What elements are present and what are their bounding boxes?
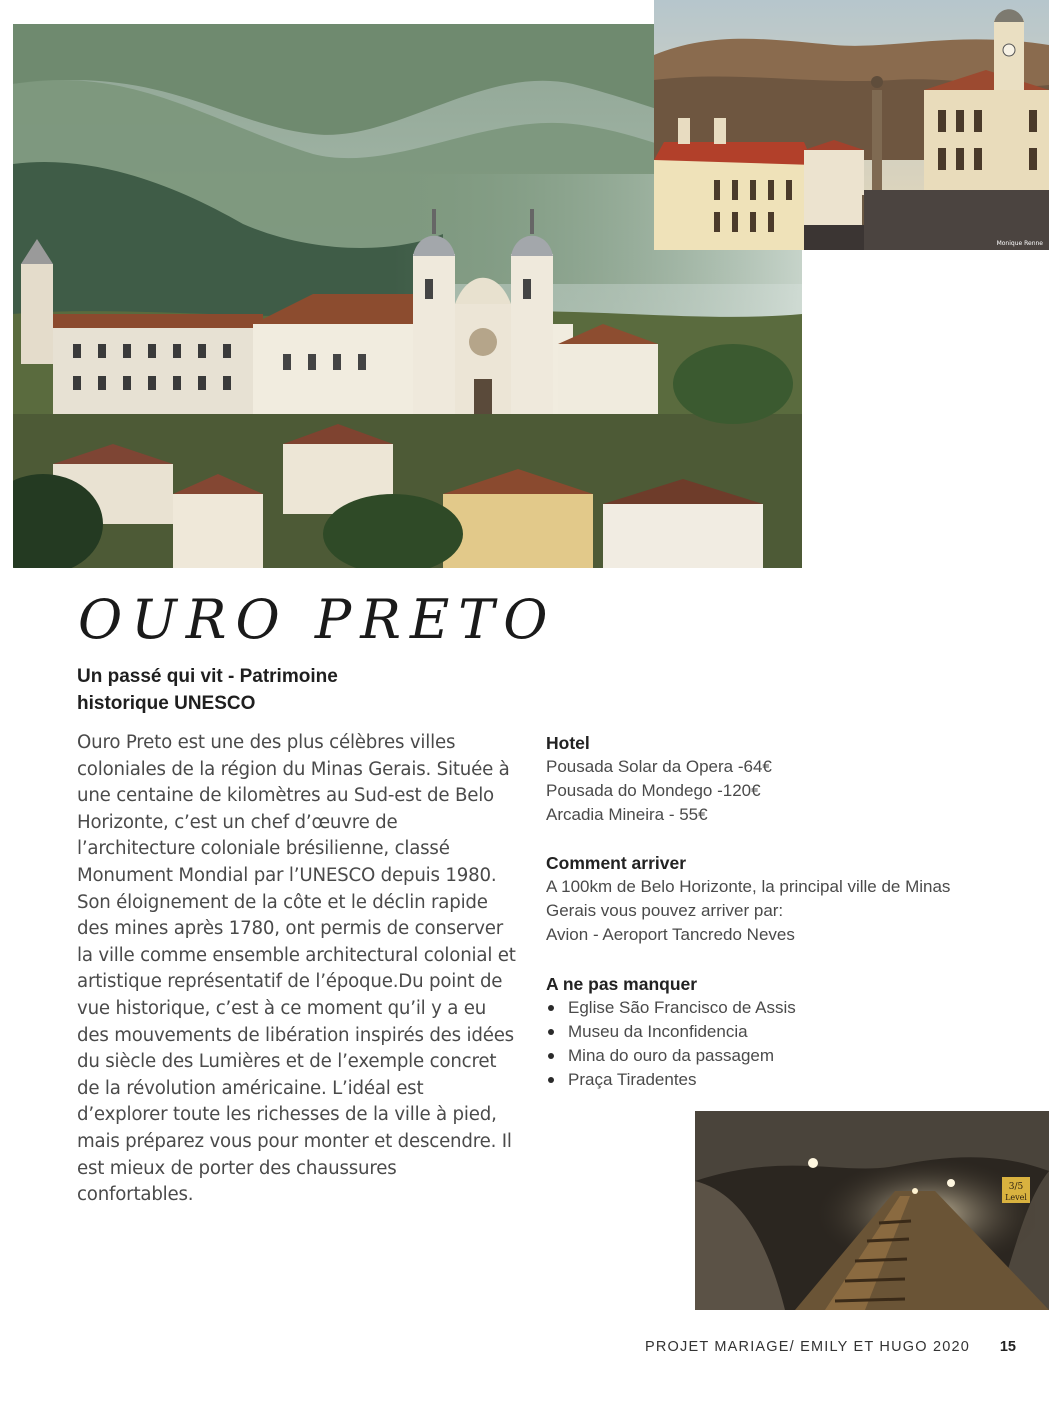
page-title: OURO PRETO [78, 588, 557, 651]
must-see-list [546, 996, 1016, 1092]
must-see-heading: A ne pas manquer [546, 974, 698, 994]
plaza-photo [654, 0, 1049, 250]
arrive-line: Gerais vous pouvez arriver par: [546, 901, 784, 920]
mine-tunnel-photo [695, 1111, 1049, 1310]
list-item: Mina do ouro da passagem [546, 1044, 1016, 1068]
arrive-heading: Comment arriver [546, 853, 687, 873]
list-item: Praça Tiradentes [546, 1068, 1016, 1092]
footer-text: PROJET MARIAGE/ EMILY ET HUGO 2020 [645, 1339, 970, 1355]
hotel-item: Pousada Solar da Opera -64€ [546, 757, 772, 776]
intro-paragraph: Ouro Preto est une des plus célèbres villes coloniales de la région du Minas Gerais. Située à une centaine de kilomètres au Sud-est de Belo Horizonte, c’est un chef d’œuvre de l’architecture coloniale brésilienne, classé Monument Mondial par l’UNESCO depuis 1980. Son éloignement de la côte et le déclin rapide des mines après 1780, ont permis de conserver la ville comme ensemble architectural colonial et artistique représentatif de l’époque.Du point de vue historique, c’est à ce moment qu’il y a eu des mouvements de libération inspirés des idées du siècle des Lumières et de l’exemple concret de la révolution américaine. L’idéal est d’explorer toute les richesses de la ville à pied, mais préparez vous pour monter et descendre. Il est mieux de porter des chaussures confortables. [77, 732, 516, 1206]
hotel-item: Arcadia Mineira - 55€ [546, 805, 708, 824]
mine-sign-level-number: 3/5 [1008, 1182, 1024, 1192]
page-subtitle: Un passé qui vit - Patrimoine historique UNESCO [77, 666, 338, 714]
hotel-section [546, 731, 1016, 827]
arrive-line: A 100km de Belo Horizonte, la principal ville de Minas [546, 877, 951, 896]
must-see-section [546, 972, 1016, 1092]
hotel-item: Pousada do Mondego -120€ [546, 781, 761, 800]
hotel-heading: Hotel [546, 733, 590, 753]
arrive-section [546, 851, 1016, 947]
page-number: 15 [999, 1339, 1016, 1355]
list-item: Museu da Inconfidencia [546, 1020, 1016, 1044]
list-item: Eglise São Francisco de Assis [546, 996, 1016, 1020]
photo-credit: Monique Renne [996, 240, 1043, 247]
arrive-line: Avion - Aeroport Tancredo Neves [546, 925, 795, 944]
mine-sign-level-label: Level [1005, 1193, 1027, 1202]
